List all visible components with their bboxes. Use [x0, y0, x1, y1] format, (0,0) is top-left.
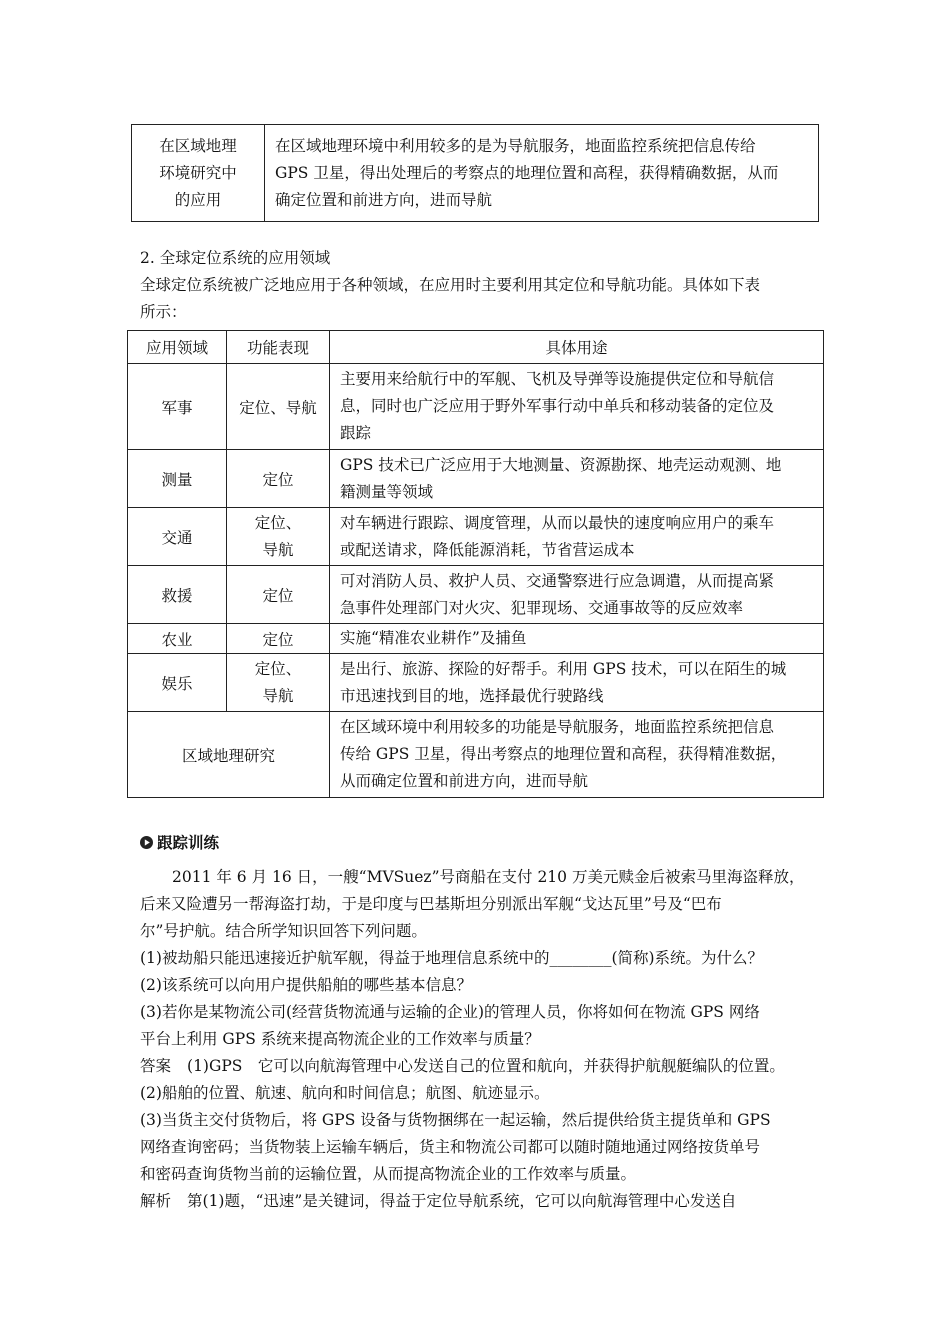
question-1: (1)被劫船只能迅速接近护航军舰，得益于地理信息系统中的________(简称)系统。为什么？	[140, 949, 764, 967]
analysis-label: 解析	[140, 1192, 172, 1210]
function-cell: 定位	[227, 566, 330, 624]
use-cell: GPS 技术已广泛应用于大地测量、资源勘探、地壳运动观测、地 籍测量等领域	[330, 450, 824, 508]
header-cell: 应用领域	[128, 331, 227, 364]
answer-label: 答案	[140, 1057, 172, 1075]
use-cell: 实施“精准农业耕作”及捕鱼	[330, 624, 824, 654]
passage-line: 尔”号护航。结合所学知识回答下列问题。	[140, 922, 427, 940]
passage-line: 2011 年 6 月 16 日，一艘“MVSuez”号商船在支付 210 万美元赎金后被索马里海盗释放，	[172, 868, 805, 886]
section-heading: 2. 全球定位系统的应用领域	[140, 249, 331, 267]
header-cell: 功能表现	[227, 331, 330, 364]
answer-3: (3)当货主交付货物后，将 GPS 设备与货物捆绑在一起运输，然后提供给货主提货单和 GPS	[140, 1111, 771, 1129]
table-row	[128, 508, 824, 566]
use-cell: 可对消防人员、救护人员、交通警察进行应急调遣，从而提高紧 急事件处理部门对火灾、犯罪现场、交通事故等的反应效率	[330, 566, 824, 624]
use-cell: 在区域环境中利用较多的功能是导航服务，地面监控系统把信息 传给 GPS 卫星，得出考察点的地理位置和高程，获得精准数据， 从而确定位置和前进方向，进而导航	[330, 712, 824, 798]
field-cell: 交通	[128, 508, 227, 566]
table-row	[128, 624, 824, 654]
answer-3: 和密码查询货物当前的运输位置，从而提高物流企业的工作效率与质量。	[140, 1165, 637, 1183]
training-title: 跟踪训练	[157, 834, 220, 852]
table-row	[128, 654, 824, 712]
top-table-content: 在区域地理环境中利用较多的是为导航服务，地面监控系统把信息传给 GPS 卫星，得出处理后的考察点的地理位置和高程，获得精确数据，从而 确定位置和前进方向，进而导航	[265, 125, 819, 222]
answer-2: (2)船舶的位置、航速、航向和时间信息；航图、航迹显示。	[140, 1084, 550, 1102]
table-row	[128, 712, 824, 798]
application-table	[127, 330, 824, 798]
question-2: (2)该系统可以向用户提供船舶的哪些基本信息？	[140, 976, 472, 994]
field-cell: 区域地理研究	[128, 712, 330, 798]
table-header-row	[128, 331, 824, 364]
use-cell: 对车辆进行跟踪、调度管理，从而以最快的速度响应用户的乘车 或配送请求，降低能源消耗，节省营运成本	[330, 508, 824, 566]
function-cell: 定位、 导航	[227, 654, 330, 712]
field-cell: 救援	[128, 566, 227, 624]
answer-1: 答案 (1)GPS 它可以向航海管理中心发送自己的位置和航向，并获得护航舰艇编队的位置。	[140, 1057, 785, 1075]
function-cell: 定位、 导航	[227, 508, 330, 566]
table-row	[128, 450, 824, 508]
top-table	[131, 124, 819, 222]
header-cell: 具体用途	[330, 331, 824, 364]
use-cell: 是出行、旅游、探险的好帮手。利用 GPS 技术，可以在陌生的城 市迅速找到目的地，选择最优行驶路线	[330, 654, 824, 712]
function-cell: 定位、导航	[227, 364, 330, 450]
top-table-label: 在区域地理 环境研究中 的应用	[132, 125, 265, 222]
answer-3: 网络查询密码；当货物装上运输车辆后，货主和物流公司都可以随时随地通过网络按货单号	[140, 1138, 761, 1156]
function-cell: 定位	[227, 450, 330, 508]
play-circle-icon	[140, 836, 153, 849]
function-cell: 定位	[227, 624, 330, 654]
field-cell: 娱乐	[128, 654, 227, 712]
question-3: (3)若你是某物流公司(经营货物流通与运输的企业)的管理人员，你将如何在物流 GPS 网络	[140, 1003, 760, 1021]
passage-line: 后来又险遭另一帮海盗打劫，于是印度与巴基斯坦分别派出军舰“戈达瓦里”号及“巴布	[140, 895, 722, 913]
field-cell: 军事	[128, 364, 227, 450]
field-cell: 测量	[128, 450, 227, 508]
use-cell: 主要用来给航行中的军舰、飞机及导弹等设施提供定位和导航信 息，同时也广泛应用于野外军事行动中单兵和移动装备的定位及 跟踪	[330, 364, 824, 450]
intro-line: 所示：	[140, 303, 187, 321]
table-row	[128, 364, 824, 450]
intro-line: 全球定位系统被广泛地应用于各种领域，在应用时主要利用其定位和导航功能。具体如下表	[140, 276, 761, 294]
table-row	[128, 566, 824, 624]
analysis: 解析 第(1)题，“迅速”是关键词，得益于定位导航系统，它可以向航海管理中心发送自	[140, 1192, 737, 1210]
field-cell: 农业	[128, 624, 227, 654]
question-3: 平台上利用 GPS 系统来提高物流企业的工作效率与质量？	[140, 1030, 540, 1048]
training-heading	[140, 830, 219, 854]
